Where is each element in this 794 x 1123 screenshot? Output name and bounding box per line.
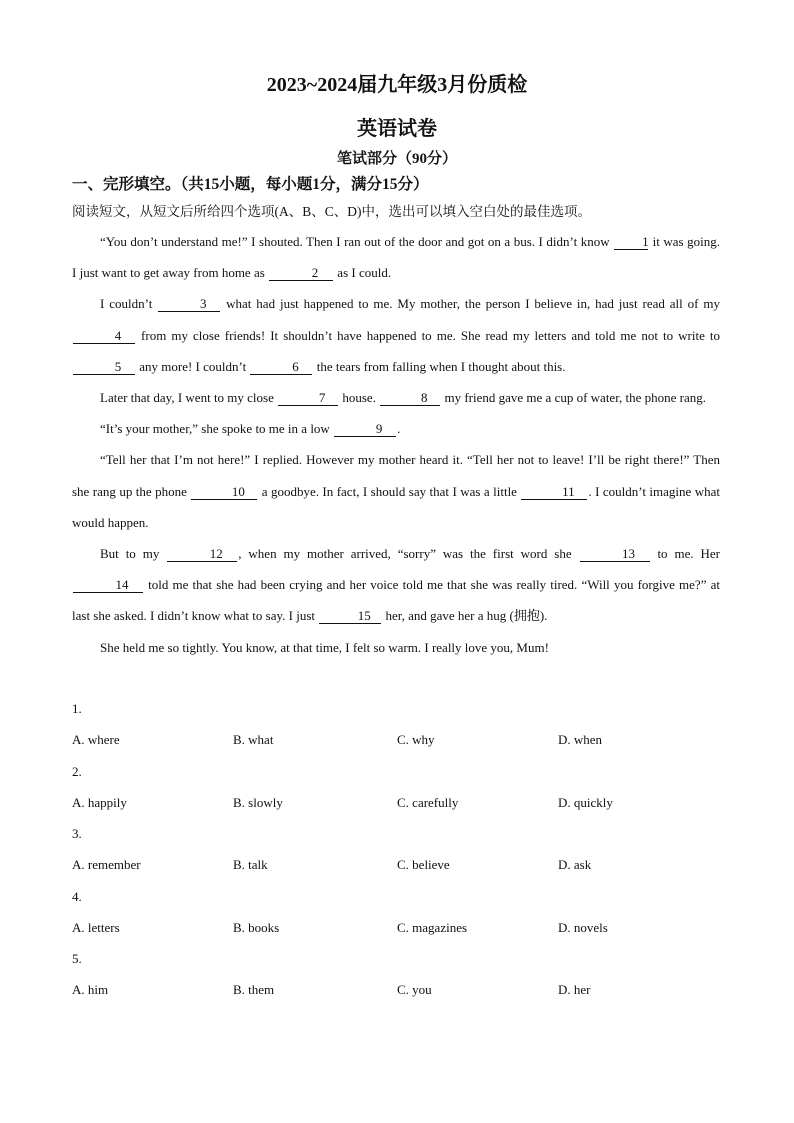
passage-text: I couldn’t [100, 296, 158, 312]
option-d[interactable]: D. when [558, 732, 603, 747]
option-b[interactable]: B. books [233, 919, 280, 935]
passage-text: my friend gave me a cup of water, the phone rang. [441, 390, 707, 406]
blank-13: 13 [580, 547, 650, 562]
option-b[interactable]: B. what [233, 732, 274, 747]
part-title: 笔试部分（90分） [336, 151, 457, 167]
passage-text: . I couldn’t imagine what would happen. [72, 483, 720, 530]
passage-text: what had just happened to me. My mother, the person I believe in, had just read all of my [221, 296, 721, 312]
option-d[interactable]: D. quickly [558, 794, 613, 810]
option-c[interactable]: C. believe [397, 857, 450, 872]
question-list [72, 693, 722, 1006]
option-a[interactable]: A. remember [72, 857, 141, 872]
blank-10: 10 [191, 485, 257, 500]
passage-text: house. [339, 390, 380, 406]
passage-text: it was going. I just want to get away from home as [72, 234, 720, 281]
question-item [72, 693, 722, 756]
option-row [72, 974, 722, 1006]
passage-text: “It’s your mother,” she spoke to me in a low [100, 421, 334, 437]
blank-9: 9 [334, 422, 396, 437]
passage-text: “You don’t understand me!” I shouted. Then I ran out of the door and got on a bus. I didn’t know [100, 234, 614, 249]
question-item [72, 943, 722, 1006]
passage-paragraph [72, 226, 720, 288]
option-c[interactable]: C. magazines [397, 919, 468, 935]
blank-5: 5 [73, 360, 135, 375]
option-c[interactable]: C. you [397, 982, 432, 997]
passage-text: a goodbye. In fact, I should say that I was a little [258, 483, 521, 499]
blank-2: 2 [269, 266, 333, 281]
blank-15: 15 [319, 609, 381, 624]
blank-14: 14 [73, 578, 143, 593]
option-a[interactable]: A. letters [72, 919, 120, 935]
option-a[interactable]: A. him [72, 982, 109, 997]
blank-8: 8 [380, 391, 440, 406]
option-row [72, 787, 722, 819]
passage-text: . [397, 421, 401, 437]
blank-6: 6 [250, 360, 312, 375]
section-instruction: 阅读短文，从短文后所给四个选项(A、B、C、D)中，选出可以填入空白处的最佳选项。 [72, 204, 591, 219]
blank-12: 12 [167, 547, 237, 562]
subject-title: 英语试卷 [357, 118, 437, 140]
question-number: 4. [72, 888, 82, 904]
option-c[interactable]: C. why [397, 732, 435, 747]
option-c[interactable]: C. carefully [397, 794, 459, 810]
passage-paragraph: She held me so tightly. You know, at that time, I felt so warm. I really love you, Mum! [100, 639, 549, 655]
option-row [72, 912, 722, 944]
option-d[interactable]: D. her [558, 982, 591, 997]
option-d[interactable]: D. ask [558, 857, 592, 872]
blank-3: 3 [158, 297, 220, 312]
passage-text: , when my mother arrived, “sorry” was the first word she [238, 546, 579, 562]
passage-paragraph [72, 382, 720, 413]
question-item [72, 818, 722, 881]
passage-paragraph [72, 444, 720, 538]
option-d[interactable]: D. novels [558, 919, 608, 935]
passage-text: as I could. [334, 265, 392, 281]
question-number: 5. [72, 951, 82, 966]
passage-text: to me. Her [650, 546, 720, 562]
option-b[interactable]: B. them [233, 982, 275, 997]
option-a[interactable]: A. where [72, 732, 120, 747]
passage-text: “Tell her that I’m not here!” I replied. However my mother heard it. “Tell her not to leave! I’ll be right there!” Then she rang up the phone [72, 452, 720, 499]
option-row [72, 849, 722, 881]
blank-4: 4 [73, 329, 135, 344]
exam-title: 2023~2024届九年级3月份质检 [266, 74, 528, 96]
passage-text: But to my [100, 546, 167, 562]
option-a[interactable]: A. happily [72, 794, 127, 810]
passage-text: her, and gave her a hug (拥抱). [382, 608, 548, 624]
question-number: 3. [72, 826, 82, 841]
question-item [72, 756, 722, 819]
question-number: 2. [72, 763, 82, 779]
question-item [72, 881, 722, 944]
passage-paragraph [72, 538, 720, 632]
blank-1: 1 [614, 235, 648, 250]
passage-text: from my close friends! It shouldn’t have happened to me. She read my letters and told me not to write to [136, 327, 720, 343]
passage-text: Later that day, I went to my close [100, 390, 278, 406]
option-b[interactable]: B. slowly [233, 794, 283, 810]
option-row [72, 724, 722, 756]
option-b[interactable]: B. talk [233, 857, 268, 872]
passage-paragraph [72, 413, 720, 444]
passage-text: told me that she had been crying and her voice told me that she was really tired. “Will you forgive me?” at last she asked. I didn’t know what to say. I just [72, 577, 720, 624]
question-number: 1. [72, 701, 82, 716]
passage-text: any more! I couldn’t [136, 358, 250, 374]
blank-11: 11 [521, 485, 587, 500]
cloze-passage [72, 226, 720, 663]
section-heading: 一、完形填空。（共15小题，每小题1分，满分15分） [72, 176, 429, 193]
blank-7: 7 [278, 391, 338, 406]
passage-text: the tears from falling when I thought about this. [313, 358, 566, 374]
passage-paragraph [72, 288, 720, 382]
